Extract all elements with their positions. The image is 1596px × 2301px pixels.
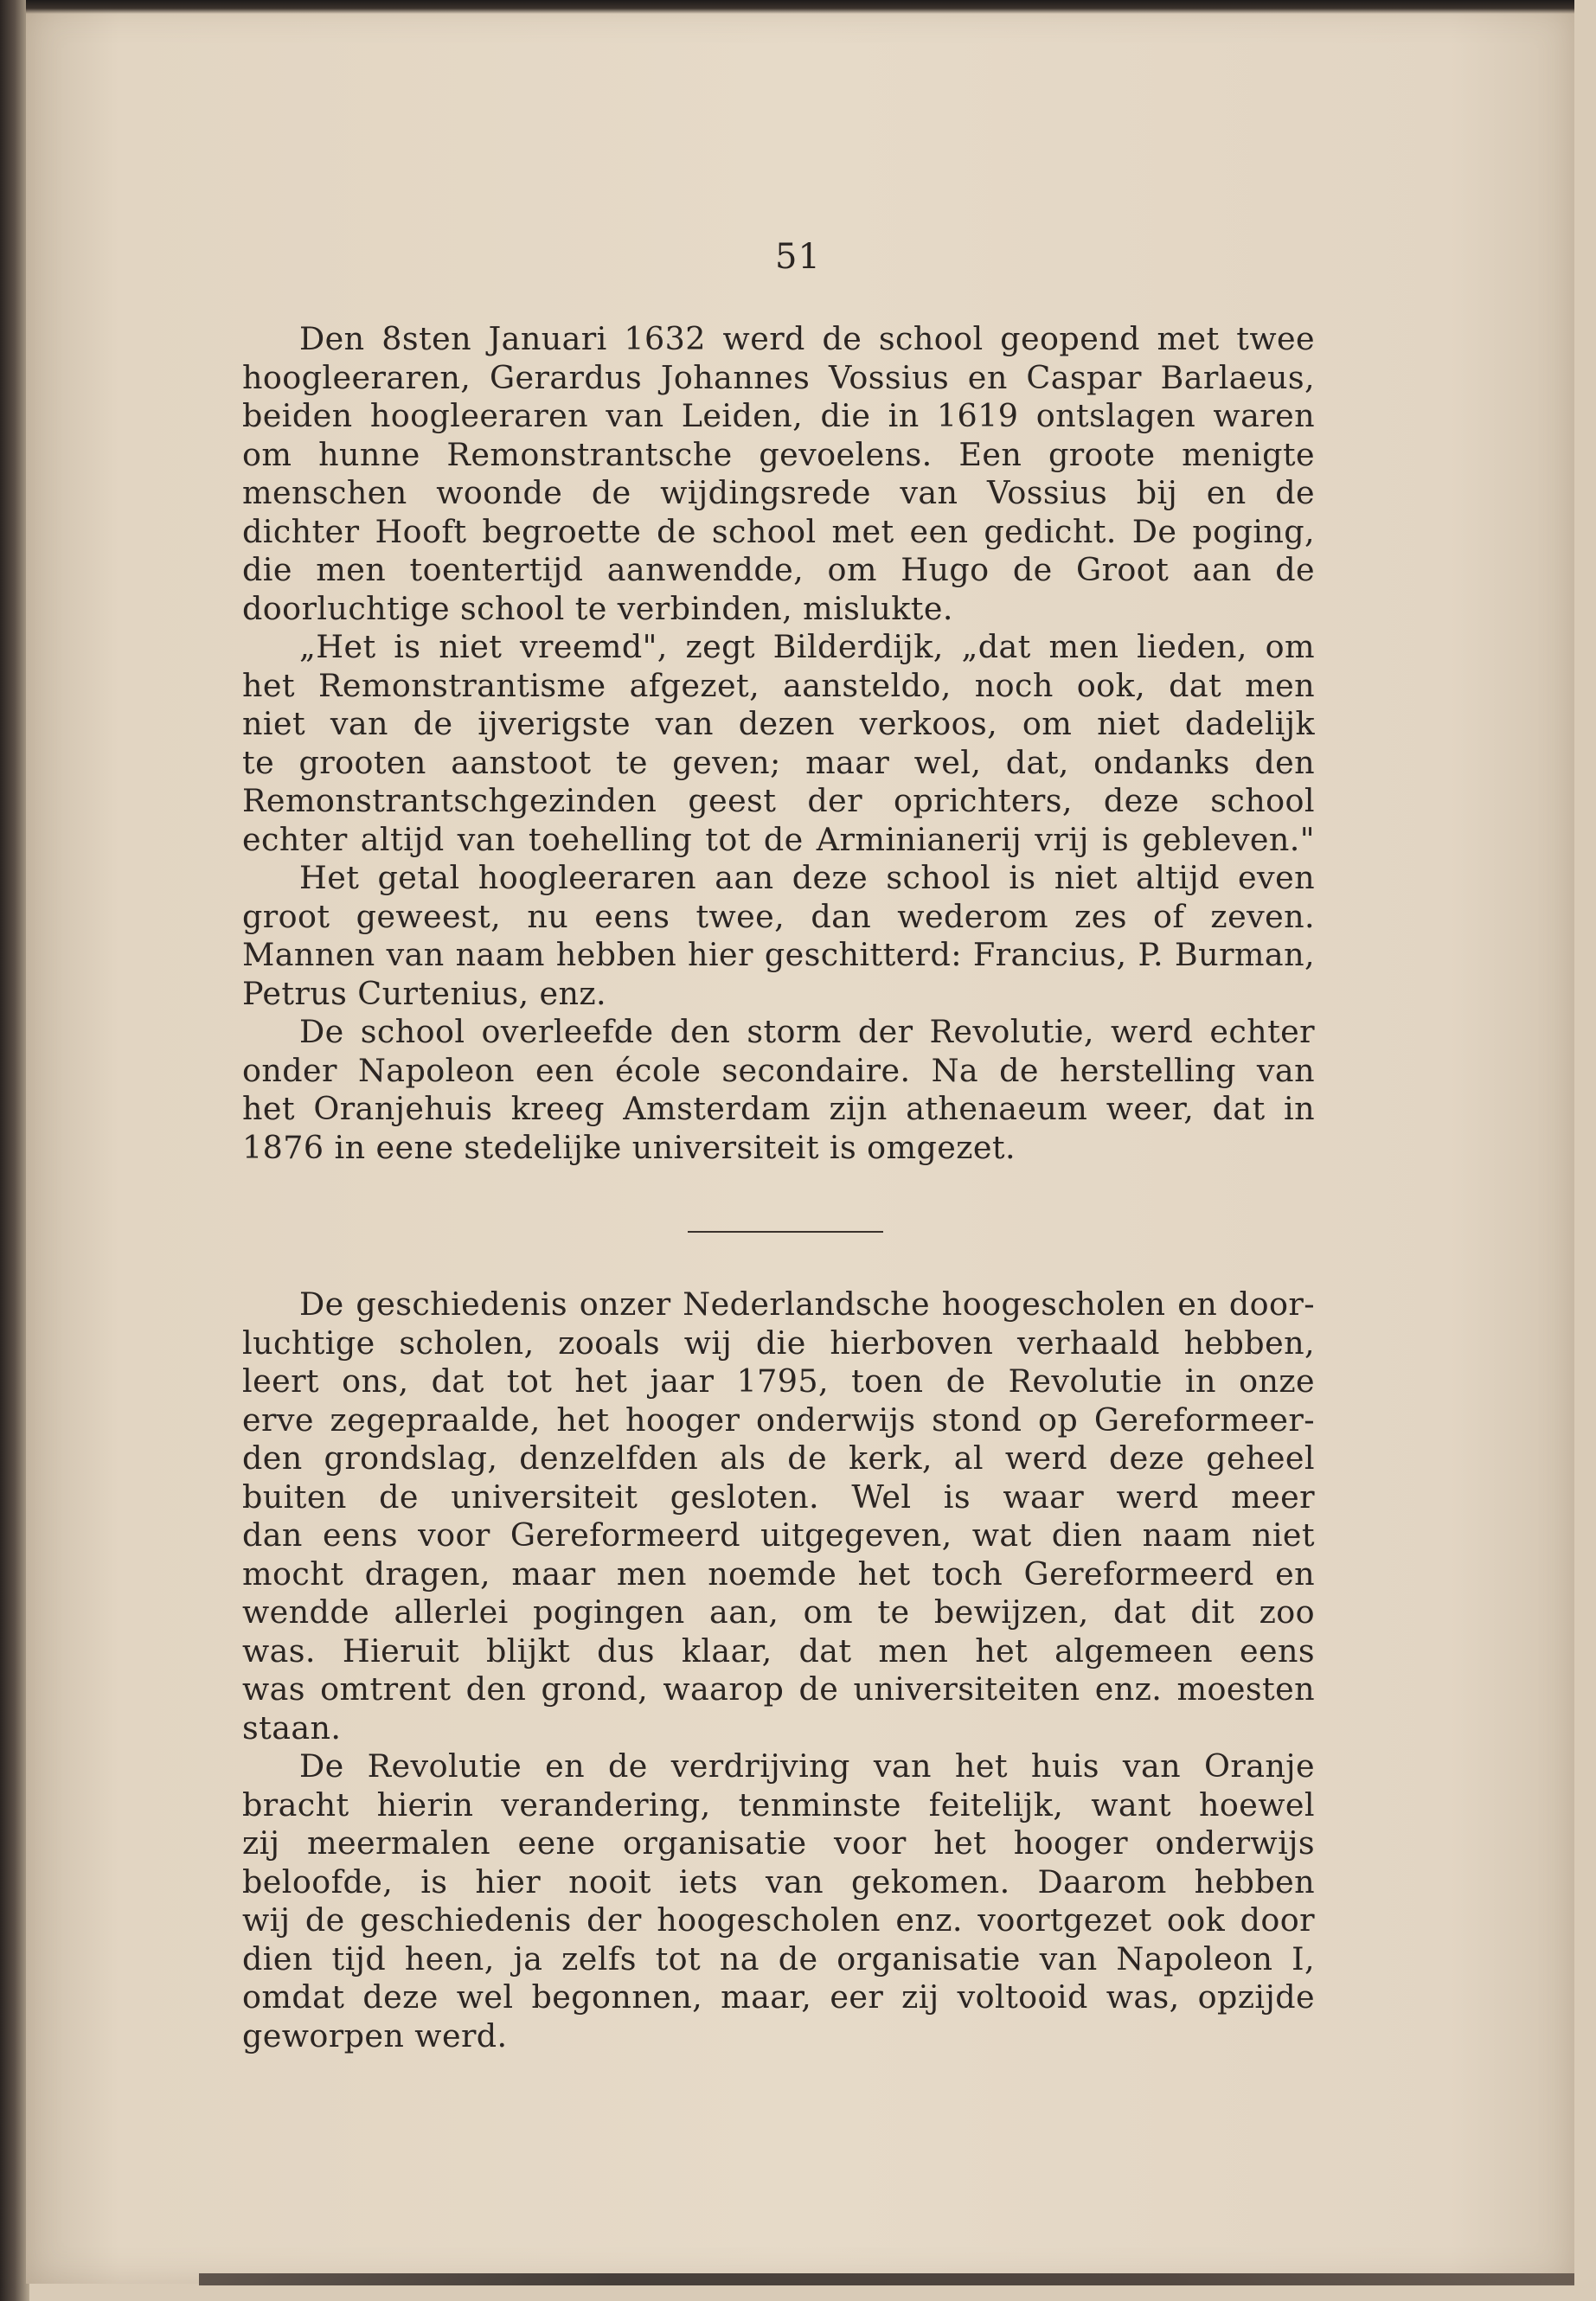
text-line: mocht dragen, maar men noemde het toch Gereformeerd en — [242, 1554, 1315, 1593]
text-line: wij de geschiedenis der hoogescholen enz. voortgezet ook door — [242, 1901, 1315, 1939]
text-line: menschen woonde de wijdingsrede van Vossius bij en de — [242, 474, 1315, 511]
text-line: onder Napoleon een école secondaire. Na de herstelling van — [242, 1051, 1315, 1089]
text-line: zij meermalen eene organisatie voor het hooger onderwijs — [242, 1824, 1315, 1862]
text-line: dien tijd heen, ja zelfs tot na de organisatie van Napoleon I, — [242, 1939, 1315, 1977]
text-line: De geschiedenis onzer Nederlandsche hoogescholen en door- — [299, 1285, 1315, 1323]
text-line: erve zegepraalde, het hooger onderwijs stond op Gereformeer- — [242, 1400, 1315, 1439]
text-line: beloofde, is hier nooit iets van gekomen. Daarom hebben — [242, 1862, 1315, 1900]
section-2-conclusion — [242, 1285, 1315, 2055]
text-line: 1876 in eene stedelijke universiteit is omgezet. — [242, 1128, 1016, 1166]
page-bottom-edge — [199, 2273, 1574, 2285]
text-line: omdat deze wel begonnen, maar, eer zij voltooid was, opzijde — [242, 1978, 1315, 2016]
section-1-athenaeum — [242, 320, 1315, 1167]
text-line: te grooten aanstoot te geven; maar wel, dat, ondanks den — [242, 743, 1315, 781]
text-line: leert ons, dat tot het jaar 1795, toen de Revolutie in onze — [242, 1362, 1315, 1400]
text-line: het Oranjehuis kreeg Amsterdam zijn athenaeum weer, dat in — [242, 1090, 1315, 1127]
text-line: geworpen werd. — [242, 2016, 508, 2054]
text-line: dichter Hooft begroette de school met een gedicht. De poging, — [242, 512, 1315, 550]
text-line: Mannen van naam hebben hier geschitterd: Francius, P. Burman, — [242, 936, 1315, 973]
text-line: groot geweest, nu eens twee, dan wederom zes of zeven. — [242, 897, 1315, 935]
text-line: wendde allerlei pogingen aan, om te bewijzen, dat dit zoo — [242, 1593, 1315, 1631]
text-line: doorluchtige school te verbinden, mislukte. — [242, 589, 953, 627]
text-line: den grondslag, denzelfden als de kerk, al werd deze geheel — [242, 1439, 1315, 1477]
text-line: De Revolutie en de verdrijving van het huis van Oranje — [299, 1747, 1315, 1785]
text-line: staan. — [242, 1708, 342, 1747]
text-line: Het getal hoogleeraren aan deze school is niet altijd even — [299, 859, 1315, 896]
text-line: buiten de universiteit gesloten. Wel is waar werd meer — [242, 1477, 1315, 1516]
text-line: dan eens voor Gereformeerd uitgegeven, wat dien naam niet — [242, 1516, 1315, 1554]
text-line: die men toentertijd aanwendde, om Hugo de Groot aan de — [242, 551, 1315, 588]
text-line: hoogleeraren, Gerardus Johannes Vossius en Caspar Barlaeus, — [242, 358, 1315, 396]
text-line: echter altijd van toehelling tot de Arminianerij vrij is gebleven." — [242, 820, 1315, 858]
text-line: het Remonstrantisme afgezet, aansteldo, noch ook, dat men — [242, 666, 1315, 704]
text-line: luchtige scholen, zooals wij die hierboven verhaald hebben, — [242, 1324, 1315, 1362]
text-line: Remonstrantschgezinden geest der oprichters, deze school — [242, 782, 1315, 819]
text-line: was omtrent den grond, waarop de universiteiten enz. moesten — [242, 1670, 1315, 1708]
text-line: om hunne Remonstrantsche gevoelens. Een groote menigte — [242, 435, 1315, 473]
text-line: niet van de ijverigste van dezen verkoos, om niet dadelijk — [242, 705, 1315, 742]
text-line: Den 8sten Januari 1632 werd de school geopend met twee — [299, 320, 1315, 357]
text-line: „Het is niet vreemd", zegt Bilderdijk, „dat men lieden, om — [299, 628, 1315, 665]
text-line: beiden hoogleeraren van Leiden, die in 1619 ontslagen waren — [242, 397, 1315, 434]
section-divider — [688, 1231, 883, 1233]
text-line: Petrus Curtenius, enz. — [242, 974, 606, 1012]
page-top-edge — [26, 0, 1574, 14]
text-line: De school overleefde den storm der Revolutie, werd echter — [299, 1013, 1315, 1050]
page-number: 51 — [775, 237, 821, 277]
text-line: was. Hieruit blijkt dus klaar, dat men het algemeen eens — [242, 1631, 1315, 1670]
text-line: bracht hierin verandering, tenminste feitelijk, want hoewel — [242, 1785, 1315, 1823]
book-gutter-shadow — [0, 0, 29, 2301]
